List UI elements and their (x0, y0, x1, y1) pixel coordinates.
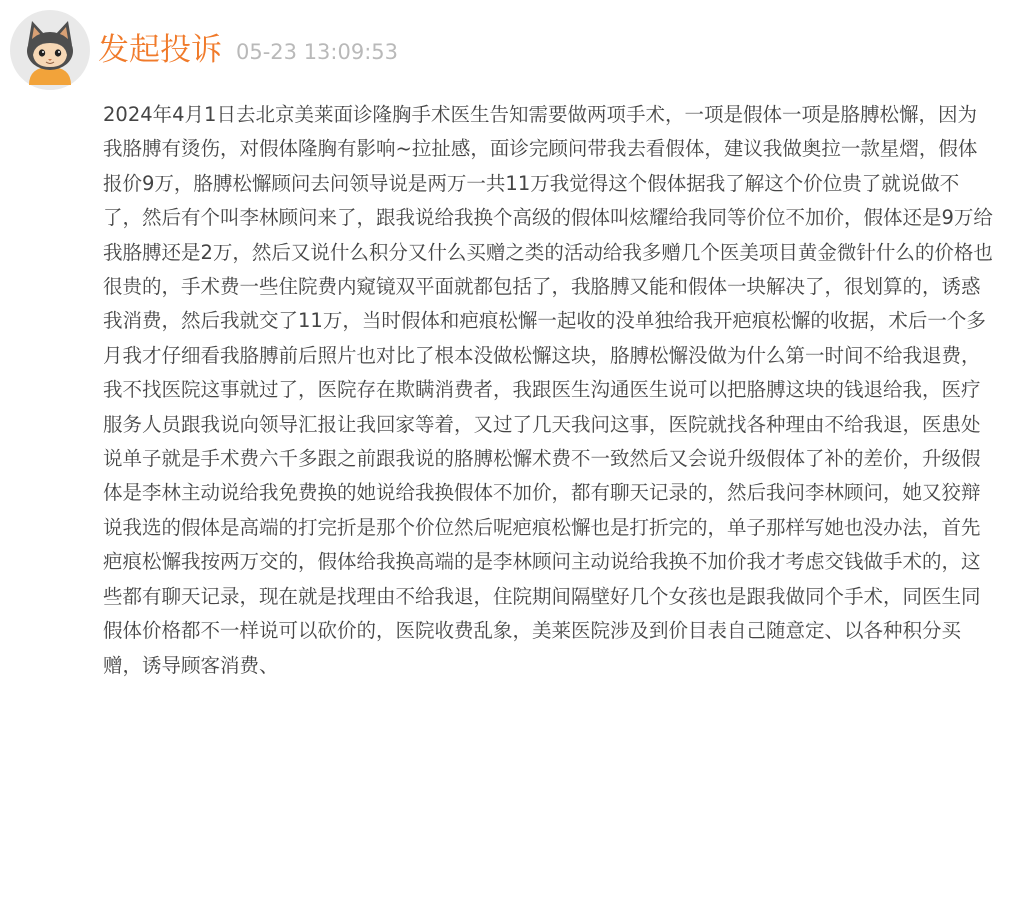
post-timestamp: 05-23 13:09:53 (236, 39, 399, 64)
avatar[interactable] (10, 10, 90, 90)
post-header (10, 10, 398, 90)
author-name[interactable]: 发起投诉 (98, 31, 222, 68)
complaint-body: 2024年4月1日去北京美莱面诊隆胸手术医生告知需要做两项手术，一项是假体一项是胳膊松懈，因为我胳膊有烫伤，对假体隆胸有影响~拉扯感，面诊完顾问带我去看假体，建议我做奥拉一款星熠，假体报价9万，胳膊松懈顾问去问领导说是两万一共11万我觉得这个假体据我了解这个价位贵了就说做不了，然后有个叫李林顾问来了，跟我说给我换个高级的假体叫炫耀给我同等价位不加价，假体还是9万给我胳膊还是2万，然后又说什么积分又什么买赠之类的活动给我多赠几个医美项目黄金微针什么的价格也很贵的，手术费一些住院费内窥镜双平面就都包括了，我胳膊又能和假体一块解决了，很划算的，诱惑我消费，然后我就交了11万，当时假体和疤痕松懈一起收的没单独给我开疤痕松懈的收据，术后一个多月我才仔细看我胳膊前后照片也对比了根本没做松懈这块，胳膊松懈没做为什么第一时间不给我退费，我不找医院这事就过了，医院存在欺瞒消费者，我跟医生沟通医生说可以把胳膊这块的钱退给我，医疗服务人员跟我说向领导汇报让我回家等着，又过了几天我问这事，医院就找各种理由不给我退，医患处说单子就是手术费六千多跟之前跟我说的胳膊松懈术费不一致然后又会说升级假体了补的差价，升级假体是李林主动说给我免费换的她说给我换假体不加价，都有聊天记录的，然后我问李林顾问，她又狡辩说我选的假体是高端的打完折是那个价位然后呢疤痕松懈也是打折完的，单子那样写她也没办法，首先疤痕松懈我按两万交的，假体给我换高端的是李林顾问主动说给我换不加价我才考虑交钱做手术的，这些都有聊天记录，现在就是找理由不给我退，住院期间隔壁好几个女孩也是跟我做同个手术，同医生同假体价格都不一样说可以砍价的，医院收费乱象，美莱医院涉及到价目表自己随意定、以各种积分买赠，诱导顾客消费、 (103, 103, 993, 677)
cartoon-cat-avatar-icon (15, 15, 85, 85)
